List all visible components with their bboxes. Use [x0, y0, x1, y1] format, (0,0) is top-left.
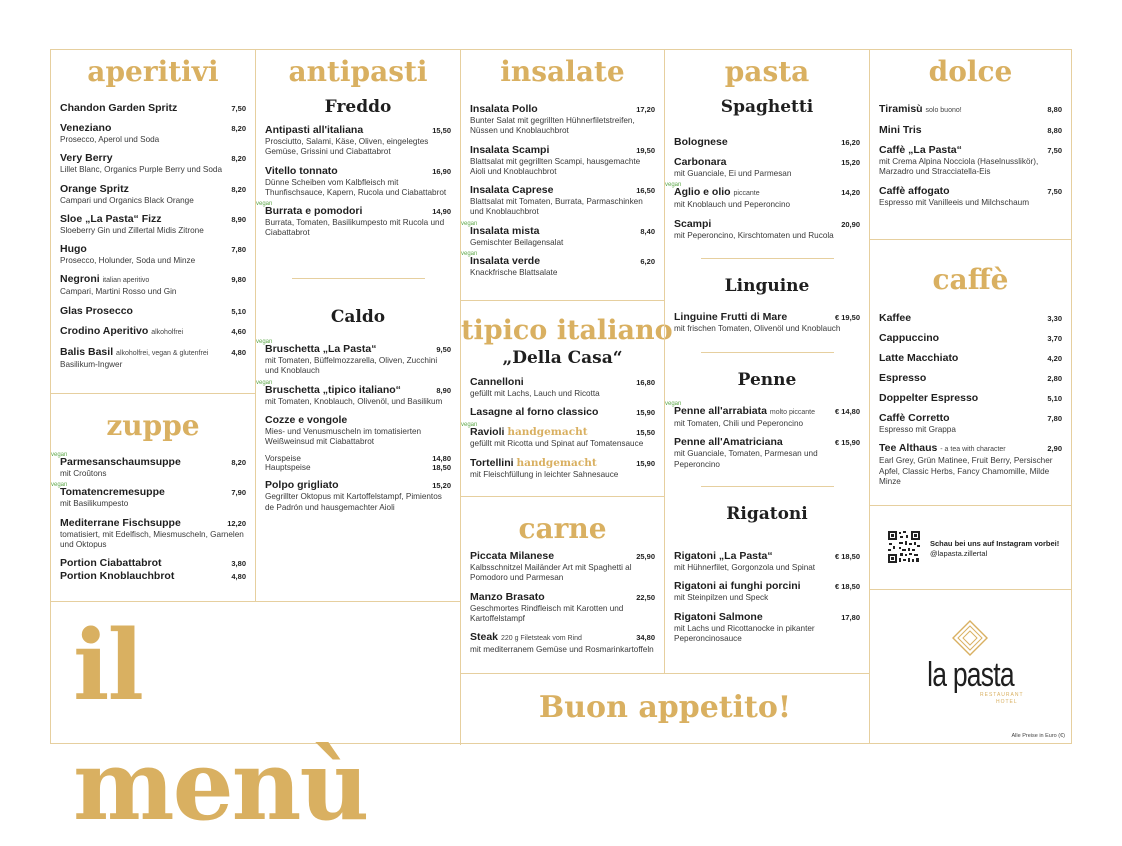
qr-code-icon[interactable]	[887, 530, 921, 564]
item-price: 4,60	[231, 326, 246, 336]
list-item	[879, 332, 1062, 345]
big-title-area	[51, 601, 460, 842]
list-item	[879, 312, 1062, 325]
item-desc: mit Steinpilzen und Speck	[674, 593, 769, 603]
item-name: Caffè Corretto	[879, 412, 950, 424]
pasta-title: pasta	[724, 55, 810, 88]
dolce-list	[879, 103, 1062, 215]
item-desc: Kalbsschnitzel Mailänder Art mit Spaghetti al Pomodoro und Parmesan	[470, 563, 632, 583]
item-price: 6,20	[640, 257, 655, 267]
item-name: Tee Althaus	[879, 442, 938, 455]
item-desc: mit Basilikumpesto	[60, 499, 129, 509]
item-price: 3,30	[1047, 314, 1062, 323]
item-desc: tomatisiert, mit Edelfisch, Miesmuscheln, Garnelen und Oktopus	[60, 529, 244, 549]
list-item	[470, 103, 655, 137]
item-note: molto piccante	[769, 409, 816, 416]
penne-list	[665, 401, 860, 477]
list-item	[674, 436, 860, 470]
list-item	[461, 422, 655, 449]
item-price: € 18,50	[834, 582, 860, 592]
item-desc: Gemischter Beilagensalat	[470, 237, 564, 247]
item-desc: Sloeberry Gin und Zillertal Midis Zitrone	[60, 225, 204, 235]
item-price: 12,20	[227, 518, 246, 528]
divider	[292, 278, 425, 279]
list-item	[265, 479, 451, 513]
list-item	[879, 372, 1062, 385]
item-desc: mit Tomaten, Büffelmozzarella, Oliven, Zucchini und Knoblauch	[265, 356, 438, 376]
item-price: 5,10	[1047, 394, 1062, 403]
item-name: Balis Basil	[60, 345, 114, 358]
item-name: Mini Tris	[879, 124, 922, 136]
item-name: Rigatoni „La Pasta“	[674, 550, 773, 562]
item-desc: Prosecco, Holunder, Soda und Minze	[60, 256, 196, 266]
item-note: solo buono!	[925, 107, 962, 114]
item-price: 7,80	[231, 245, 246, 255]
item-desc: Espresso mit Grappa	[879, 425, 956, 434]
item-price: 15,50	[432, 126, 451, 135]
spaghetti-list	[665, 136, 860, 248]
list-item	[879, 103, 1062, 117]
item-note: piccante	[733, 190, 760, 198]
item-name: Crodino Aperitivo	[60, 324, 149, 337]
item-name: Latte Macchiato	[879, 352, 959, 364]
pasta-section	[664, 50, 869, 673]
item-desc: Lillet Blanc, Organics Purple Berry und Soda	[60, 165, 223, 175]
rigatoni-list	[674, 550, 860, 651]
tipico-subtitle: „Della Casa“	[502, 348, 623, 368]
handmade-label: handgemacht	[507, 426, 588, 439]
item-price: 7,90	[231, 488, 246, 498]
item-price: 15,90	[636, 458, 655, 468]
item-price: € 18,50	[834, 552, 860, 561]
item-price: 7,80	[1047, 414, 1062, 423]
list-item	[60, 273, 246, 297]
item-name: Rigatoni Salmone	[674, 610, 763, 623]
item-price: 2,80	[1047, 374, 1062, 383]
item-price: 8,40	[640, 226, 655, 236]
item-price: 16,50	[636, 186, 655, 196]
item-price: 9,80	[231, 275, 246, 285]
item-desc: mit mediterranem Gemüse und Rosmarinkartoffeln	[470, 645, 654, 655]
item-price: 4,80	[231, 572, 246, 582]
item-name: Manzo Brasato	[470, 590, 545, 603]
divider	[701, 486, 834, 487]
carne-title: carne	[518, 512, 607, 545]
list-item	[60, 325, 246, 339]
item-price: 8,20	[231, 154, 246, 164]
item-desc: mit Guanciale, Ei und Parmesan	[674, 169, 792, 178]
item-desc: Geschmortes Rindfleisch mit Karotten und Kartoffelstampf	[470, 603, 624, 623]
item-name: Insalata Caprese	[470, 184, 554, 197]
vegan-leaf-icon: vegan	[256, 339, 273, 345]
item-price: 9,50	[436, 345, 451, 354]
item-name: Cappuccino	[879, 332, 940, 344]
item-price: 8,90	[231, 214, 246, 224]
item-note: alkoholfrei	[151, 328, 184, 336]
item-desc: mit Fleischfüllung in leichter Sahnesauce	[470, 469, 619, 479]
item-desc: mit frischen Tomaten, Olivenöl und Knoblauch	[674, 324, 841, 333]
item-desc: mit Peperoncino, Kirschtomaten und Rucola	[674, 230, 834, 240]
item-price: 17,20	[636, 105, 655, 114]
linguine-list	[674, 311, 860, 341]
item-desc: Bunter Salat mit gegrillten Hühnerfiletstreifen, Nüssen und Knoblauchbrot	[470, 116, 635, 136]
item-price: 34,80	[636, 633, 655, 643]
list-item	[879, 352, 1062, 365]
item-name: Orange Spritz	[60, 182, 129, 195]
tipico-section	[460, 300, 673, 496]
list-item	[256, 379, 451, 407]
list-item	[879, 124, 1062, 137]
item-name: Tiramisù	[879, 103, 923, 115]
item-price: 14,80	[432, 454, 451, 464]
vegan-leaf-icon: vegan	[665, 401, 682, 407]
logo-hotel: HOTEL	[996, 699, 1018, 705]
list-item	[879, 392, 1062, 405]
item-name: Steak	[470, 631, 499, 644]
item-name: Kaffee	[879, 312, 912, 324]
item-price: 3,70	[1047, 334, 1062, 343]
item-name: Scampi	[674, 217, 712, 230]
item-desc: Campari und Organics Black Orange	[60, 195, 194, 205]
item-name: Rigatoni ai funghi porcini	[674, 580, 801, 593]
item-desc: mit Tomaten, Knoblauch, Olivenöl, und Basilikum	[265, 396, 443, 406]
caffe-list	[879, 312, 1062, 494]
zuppe-section	[51, 393, 255, 601]
item-note: italian aperitivo	[102, 277, 150, 285]
list-item	[470, 457, 655, 480]
aperitivi-title: aperitivi	[87, 55, 219, 88]
item-price: 14,90	[432, 207, 451, 217]
item-price: 19,50	[636, 145, 655, 155]
item-desc: mit Guanciale, Tomaten, Parmesan und Peperoncino	[674, 449, 818, 469]
tipico-title: tipico italiano	[461, 315, 673, 346]
item-name: Bruschetta „tipico italiano“	[265, 383, 401, 396]
item-desc: Blattsalat mit Tomaten, Burrata, Parmaschinken und Knoblauchbrot	[470, 197, 643, 217]
item-name: Chandon Garden Spritz	[60, 102, 178, 114]
item-price: 3,80	[231, 559, 246, 569]
item-name: Antipasti all'italiana	[265, 124, 364, 136]
zuppe-list	[51, 452, 246, 590]
list-item	[60, 557, 246, 570]
item-price: 8,90	[436, 385, 451, 395]
portion-label: Vorspeise	[265, 454, 301, 464]
item-price: € 19,50	[834, 313, 860, 322]
list-item	[60, 152, 246, 175]
item-desc: Knackfrische Blattsalate	[470, 268, 558, 278]
list-item	[461, 220, 655, 248]
item-name: Piccata Milanese	[470, 550, 555, 562]
item-price: € 14,80	[834, 407, 860, 416]
item-desc: Espresso mit Vanilleeis und Milchschaum	[879, 197, 1030, 207]
list-item	[674, 611, 860, 645]
item-price: 18,50	[432, 463, 451, 473]
item-note: alkoholfrei, vegan & glutenfrei	[116, 349, 209, 357]
item-desc: Prosciutto, Salami, Käse, Oliven, eingelegtes Gemüse, Grissini und Ciabattabrot	[265, 137, 429, 157]
item-price: € 15,90	[834, 438, 860, 448]
carne-list	[470, 550, 655, 662]
item-name: Penne all'Amatriciana	[674, 436, 783, 449]
item-desc: mit Hühnerfilet, Gorgonzola und Spinat	[674, 563, 816, 572]
caldo-subtitle: Caldo	[330, 307, 386, 327]
item-name: Linguine Frutti di Mare	[674, 311, 788, 323]
item-price: 8,80	[1047, 126, 1062, 135]
list-item	[470, 591, 655, 625]
logo-section	[869, 589, 1071, 743]
item-name: Carbonara	[674, 156, 727, 168]
item-price: 15,20	[841, 158, 860, 167]
vegan-leaf-icon: vegan	[461, 422, 478, 429]
item-note: 220 g Filetsteak vom Rind	[500, 635, 582, 643]
list-item	[470, 144, 655, 178]
list-item	[461, 251, 655, 278]
linguine-subtitle: Linguine	[724, 276, 810, 296]
carne-section	[460, 496, 664, 673]
list-item	[470, 376, 655, 399]
item-price: 8,20	[231, 458, 246, 467]
item-price: 16,80	[636, 378, 655, 387]
item-name: Vitello tonnato	[265, 164, 338, 177]
item-desc: Earl Grey, Grün Matinee, Fruit Berry, Persischer Apfel, Classic Herbs, Fancy Chamomille, Milde Minze	[879, 456, 1053, 486]
item-price: 4,80	[231, 347, 246, 357]
item-name: Tomatencremesuppe	[60, 486, 165, 499]
item-name: Parmesanschaumsuppe	[60, 456, 181, 468]
item-desc: gefüllt mit Lachs, Lauch und Ricotta	[470, 389, 600, 398]
list-item	[51, 452, 246, 479]
item-desc: Mies- und Venusmuscheln im tomatisierten Weißweinsud mit Ciabattabrot	[265, 426, 422, 447]
list-item	[674, 550, 860, 573]
list-item	[60, 517, 246, 551]
list-item	[265, 124, 451, 158]
caldo-list	[256, 339, 451, 520]
list-item	[51, 482, 246, 509]
list-item	[674, 580, 860, 603]
instagram-text	[930, 539, 1070, 559]
vegan-leaf-icon: vegan	[461, 220, 478, 227]
item-name: Negroni	[60, 273, 100, 286]
list-item	[665, 182, 860, 210]
item-name: Cannelloni	[470, 376, 524, 388]
aperitivi-list	[60, 102, 246, 377]
item-price: 8,80	[1047, 105, 1062, 114]
item-name: Cozze e vongole	[265, 413, 348, 426]
list-item	[256, 201, 451, 239]
list-item	[60, 243, 246, 266]
portion-label: Hauptspeise	[265, 463, 311, 473]
logo-restaurant: RESTAURANT	[980, 692, 1024, 698]
item-price: 15,20	[432, 481, 451, 491]
divider	[701, 258, 834, 259]
list-item	[60, 122, 246, 145]
dolce-section	[869, 50, 1071, 239]
menu-frame	[50, 49, 1072, 842]
item-name: Very Berry	[60, 152, 113, 165]
item-name: Glas Prosecco	[60, 304, 133, 317]
instagram-section	[869, 505, 1071, 589]
item-name: Aglio e olio	[674, 186, 731, 199]
item-desc: Burrata, Tomaten, Basilikumpesto mit Rucola und Ciabattabrot	[265, 218, 445, 238]
item-name: Insalata Pollo	[470, 103, 538, 115]
penne-subtitle: Penne	[737, 370, 797, 390]
list-item	[60, 305, 246, 318]
list-item	[879, 185, 1062, 208]
vegan-leaf-icon: vegan	[51, 452, 68, 458]
item-price: 4,20	[1047, 354, 1062, 363]
aperitivi-section	[51, 50, 255, 393]
appetito-text: Buon appetito!	[538, 690, 792, 725]
item-name: Insalata verde	[470, 255, 541, 268]
item-price: 7,50	[1047, 146, 1062, 155]
item-name: Insalata mista	[470, 224, 540, 237]
vegan-leaf-icon: vegan	[256, 379, 273, 386]
list-item	[470, 550, 655, 584]
rigatoni-subtitle: Rigatoni	[726, 504, 808, 524]
list-item	[470, 631, 655, 655]
list-item	[265, 414, 451, 473]
list-item	[879, 144, 1062, 178]
item-name: Caffè affogato	[879, 184, 950, 197]
list-item	[60, 570, 246, 583]
caffe-section	[869, 239, 1071, 505]
logo-name: la pasta	[927, 656, 1014, 694]
zuppe-title: zuppe	[106, 409, 200, 442]
list-item	[256, 339, 451, 377]
insalate-list	[461, 103, 655, 285]
spaghetti-subtitle: Spaghetti	[720, 97, 814, 117]
item-name: Penne all'arrabiata	[674, 405, 767, 417]
item-name: Ravioli	[470, 426, 505, 439]
item-desc: Dünne Scheiben vom Kalbfleisch mit Thunfischsauce, Kapern, Rucola und Ciabattabrot	[265, 177, 447, 197]
big-title: il menù	[73, 609, 368, 842]
item-desc: Campari, Martini Rosso und Gin	[60, 287, 177, 297]
item-name: Espresso	[879, 372, 927, 384]
item-name: Portion Ciabattabrot	[60, 557, 162, 570]
divider	[701, 352, 834, 353]
handmade-label: handgemacht	[516, 456, 597, 469]
item-desc: Blattsalat mit gegrillten Scampi, hausgemachte Aioli und Knoblauchbrot	[470, 156, 641, 176]
vegan-leaf-icon: vegan	[461, 251, 478, 258]
item-note: - a tea with character	[940, 446, 1006, 454]
item-desc: Prosecco, Aperol und Soda	[60, 135, 160, 144]
item-desc: Basilikum-Ingwer	[60, 359, 123, 369]
item-name: Doppelter Espresso	[879, 392, 979, 404]
logo-diamond-icon	[952, 620, 988, 656]
item-price: 7,50	[231, 104, 246, 113]
item-desc: gefüllt mit Ricotta und Spinat auf Tomatensauce	[470, 439, 644, 449]
list-item	[60, 183, 246, 206]
vegan-leaf-icon: vegan	[665, 182, 682, 189]
item-price: 5,10	[231, 306, 246, 316]
item-name: Caffè „La Pasta“	[879, 144, 962, 156]
item-price: 16,90	[432, 166, 451, 176]
caffe-title: caffè	[932, 263, 1009, 296]
item-price: 2,90	[1047, 444, 1062, 454]
item-name: Veneziano	[60, 122, 112, 134]
item-name: Hugo	[60, 243, 87, 256]
item-price: 25,90	[636, 552, 655, 561]
list-item	[265, 165, 451, 199]
item-name: Insalata Scampi	[470, 143, 550, 156]
item-desc: mit Croûtons	[60, 469, 107, 478]
tipico-list	[461, 376, 655, 487]
item-price: 8,20	[231, 184, 246, 194]
list-item	[60, 346, 246, 370]
item-price: 16,20	[841, 138, 860, 147]
instagram-handle[interactable]: @lapasta.zillertal	[930, 549, 988, 558]
item-desc: mit Crema Alpina Nocciola (Haselnusslikör), Marzadro und Stracciatella-Eis	[879, 157, 1039, 177]
item-name: Sloe „La Pasta“ Fizz	[60, 212, 162, 225]
item-price: 15,90	[636, 408, 655, 418]
list-item	[674, 136, 860, 149]
item-desc: Gegrillter Oktopus mit Kartoffelstampf, Pimientos de Padrón und hausgemachter Aioli	[265, 492, 442, 512]
item-price: 15,50	[636, 428, 655, 438]
list-item	[879, 412, 1062, 435]
dolce-title: dolce	[928, 55, 1013, 88]
antipasti-title: antipasti	[288, 55, 428, 88]
list-item	[674, 156, 860, 179]
item-price: 8,20	[231, 124, 246, 133]
item-price: 22,50	[636, 592, 655, 602]
item-name: Bolognese	[674, 136, 728, 148]
prices-note: Alle Preise in Euro (€)	[1011, 733, 1065, 739]
item-name: Mediterrane Fischsuppe	[60, 516, 181, 529]
list-item	[674, 311, 860, 334]
insalate-section	[460, 50, 664, 300]
item-name: Portion Knoblauchbrot	[60, 570, 175, 583]
vegan-leaf-icon: vegan	[51, 482, 68, 489]
item-price: 17,80	[841, 612, 860, 622]
list-item	[60, 102, 246, 115]
item-desc: mit Knoblauch und Peperoncino	[674, 200, 791, 210]
freddo-subtitle: Freddo	[324, 97, 392, 117]
item-name: Polpo grigliato	[265, 479, 339, 492]
vegan-leaf-icon: vegan	[256, 201, 273, 208]
list-item	[470, 184, 655, 218]
list-item	[60, 213, 246, 236]
freddo-list	[256, 124, 451, 246]
item-name: Lasagne al forno classico	[470, 406, 599, 419]
appetito-area	[460, 673, 869, 745]
item-price: 14,20	[841, 188, 860, 198]
item-name: Tortellini	[470, 456, 514, 469]
item-desc: mit Tomaten, Chili und Peperoncino	[674, 419, 804, 428]
item-price: 20,90	[841, 219, 860, 229]
list-item	[879, 442, 1062, 487]
list-item	[470, 406, 655, 419]
antipasti-section	[255, 50, 460, 601]
item-price: 7,50	[1047, 186, 1062, 196]
list-item	[674, 218, 860, 241]
item-name: Bruschetta „La Pasta“	[265, 343, 377, 355]
item-desc: mit Lachs und Ricottanocke in pikanter Peperoncinosauce	[674, 623, 815, 643]
item-name: Burrata e pomodori	[265, 205, 363, 218]
insalate-title: insalate	[500, 55, 625, 88]
instagram-cta: Schau bei uns auf Instagram vorbei!	[930, 539, 1060, 548]
list-item	[665, 401, 860, 429]
